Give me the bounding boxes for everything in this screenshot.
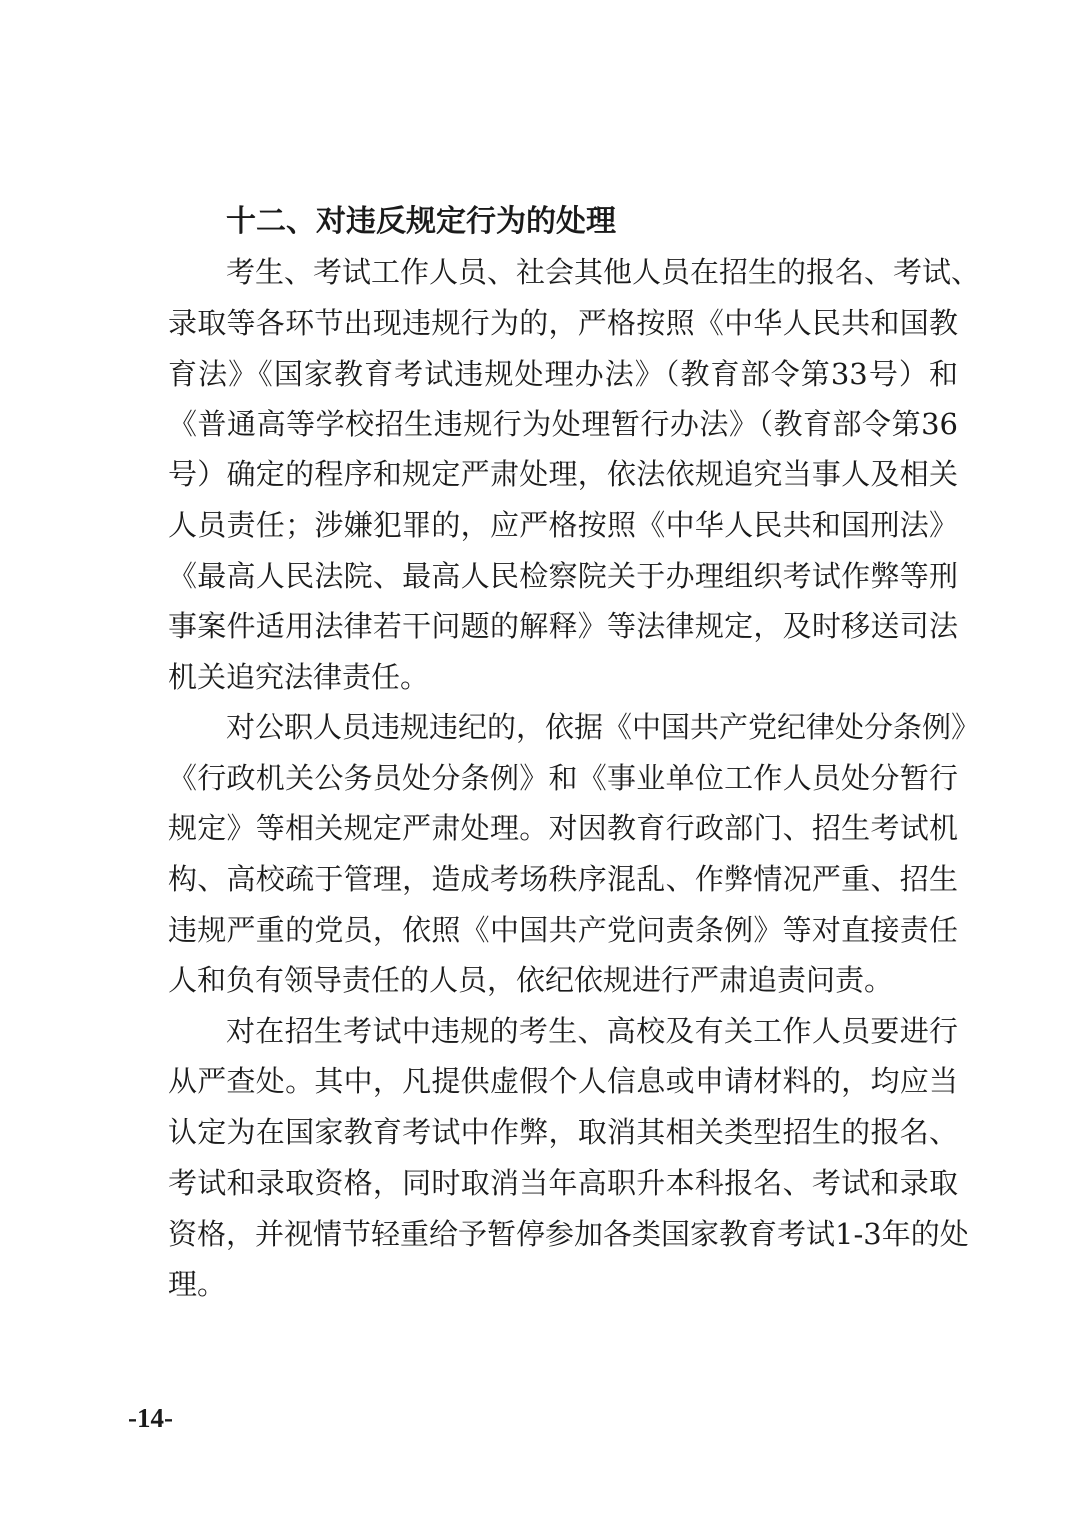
paragraph-2-line: 人和负有领导责任的人员，依纪依规进行严肃追责问责。 bbox=[168, 963, 894, 997]
paragraph-2-line: 违规严重的党员，依照《中国共产党问责条例》等对直接责任 bbox=[168, 913, 958, 947]
paragraph-1-line: 机关追究法律责任。 bbox=[168, 660, 430, 694]
paragraph-2-line: 构、高校疏于管理，造成考场秩序混乱、作弊情况严重、招生 bbox=[168, 862, 958, 896]
paragraph-1-line: 人员责任；涉嫌犯罪的，应严格按照《中华人民共和国刑法》 bbox=[168, 508, 958, 542]
paragraph-3-line: 认定为在国家教育考试中作弊，取消其相关类型招生的报名、 bbox=[168, 1115, 958, 1149]
paragraph-3-line: 从严查处。其中，凡提供虚假个人信息或申请材料的，均应当 bbox=[168, 1064, 958, 1098]
paragraph-3-line: 考试和录取资格，同时取消当年高职升本科报名、考试和录取 bbox=[168, 1166, 958, 1200]
paragraph-1-line: 事案件适用法律若干问题的解释》等法律规定，及时移送司法 bbox=[168, 609, 958, 643]
paragraph-2-line: 《行政机关公务员处分条例》和《事业单位工作人员处分暂行 bbox=[168, 761, 958, 795]
paragraph-1-line: 育法》《国家教育考试违规处理办法》（教育部令第33号）和 bbox=[168, 357, 958, 391]
paragraph-1-line: 《普通高等学校招生违规行为处理暂行办法》（教育部令第36 bbox=[168, 407, 958, 441]
paragraph-2-line: 规定》等相关规定严肃处理。对因教育行政部门、招生考试机 bbox=[168, 811, 958, 845]
paragraph-3-line: 对在招生考试中违规的考生、高校及有关工作人员要进行 bbox=[226, 1014, 958, 1048]
paragraph-3-line: 资格，并视情节轻重给予暂停参加各类国家教育考试1-3年的处 bbox=[168, 1217, 969, 1251]
page-number: -14- bbox=[128, 1403, 173, 1433]
paragraph-1-line: 考生、考试工作人员、社会其他人员在招生的报名、考试、 bbox=[226, 255, 981, 289]
paragraph-1-line: 号）确定的程序和规定严肃处理，依法依规追究当事人及相关 bbox=[168, 457, 958, 491]
paragraph-3-line: 理。 bbox=[168, 1267, 227, 1301]
section-heading: 十二、对违反规定行为的处理 bbox=[226, 204, 616, 239]
paragraph-2-line: 对公职人员违规违纪的，依据《中国共产党纪律处分条例》 bbox=[226, 710, 981, 744]
paragraph-1-line: 录取等各环节出现违规行为的，严格按照《中华人民共和国教 bbox=[168, 306, 958, 340]
paragraph-1-line: 《最高人民法院、最高人民检察院关于办理组织考试作弊等刑 bbox=[168, 559, 958, 593]
